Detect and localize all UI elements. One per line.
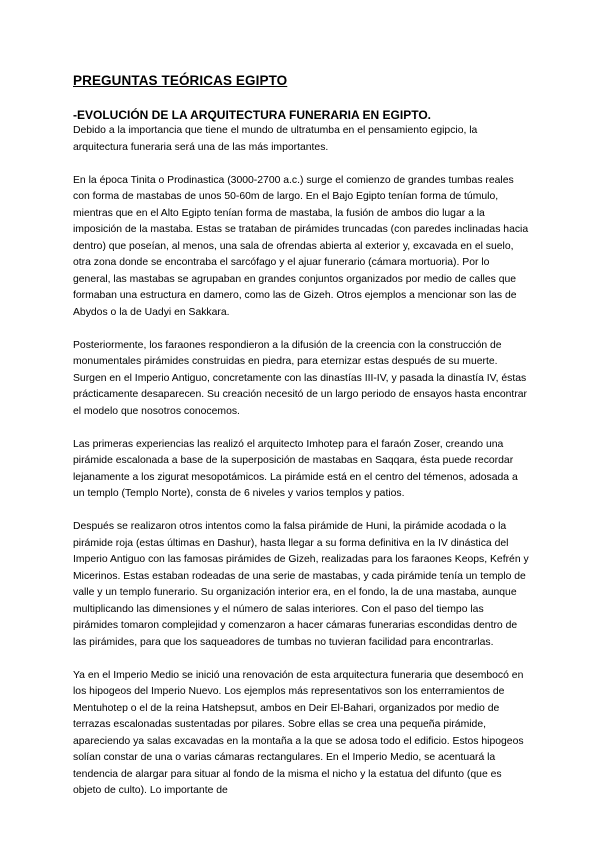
- document-page: [73, 72, 529, 816]
- section-heading: -EVOLUCIÓN DE LA ARQUITECTURA FUNERARIA EN EGIPTO.: [73, 108, 432, 122]
- paragraph-tinita-mastabas: En la época Tinita o Prodinastica (3000-2700 a.c.) surge el comienzo de grandes tumbas reales con forma de mastabas de unos 50-60m de largo. En el Bajo Egipto tenían forma de túmulo, mientras que en el Alto Egipto tenían forma de mastaba, la fusión de ambos dio lugar a la imposición de la mastaba. Estas se trataban de pirámides truncadas (con paredes inclinadas hacia dentro) que poseían, al menos, una sala de ofrendas abierta al exterior y, excavada en el suelo, otra zona donde se encontraba el sarcófago y el ajuar funerario (cámara mortuoria). Por lo general, las mastabas se agrupaban en grandes conjuntos organizados por medio de calles que formaban una estructura en damero, como las de Gizeh. Otros ejemplos a mencionar son las de Abydos o la de Uadyi en Sakkara.: [73, 174, 529, 318]
- paragraph-gizeh-pyramids: Después se realizaron otros intentos como la falsa pirámide de Huni, la pirámide acodada o la pirámide roja (estas últimas en Dashur), hasta llegar a su forma definitiva en la IV dinástica del Imperio Antiguo con las famosas pirámides de Gizeh, realizadas para los faraones Keops, Kefrén y Micerinos. Estas estaban rodeadas de una serie de mastabas, y cada pirámide tenía un templo de valle y un templo funerario. Su organización interior era, en el fondo, la de una mastaba, aunque multiplicando las dimensiones y el número de salas interiores. Con el paso del tiempo las pirámides tomaron complejidad y comenzaron a hacer cámaras funerarias escondidas dentro de las pirámides, para que los saqueadores de tumbas no tuvieran facilidad para encontrarlas.: [73, 521, 529, 648]
- paragraph-hypogeum: Ya en el Imperio Medio se inició una renovación de esta arquitectura funeraria que desembocó en los hipogeos del Imperio Nuevo. Los ejemplos más representativos son los enterramientos de Mentuhotep o el de la reina Hatshepsut, ambos en Deir El-Bahari, organizados por medio de terrazas escalonadas sustentadas por pilares. Sobre ellas se crea una pequeña pirámide, apareciendo ya salas excavadas en la montaña a la que se adosa todo el edificio. Estos hipogeos solían constar de una o varias cámaras rectangulares. En el Imperio Medio, se acentuará la tendencia de alargar para situar al fondo de la misma el nicho y la estatua del difunto (que es objeto de culto). Lo importante de: [73, 669, 524, 796]
- document-title: PREGUNTAS TEÓRICAS EGIPTO: [73, 73, 288, 88]
- paragraph-intro: Debido a la importancia que tiene el mundo de ultratumba en el pensamiento egipcio, la arquitectura funeraria será una de las más importantes.: [73, 125, 478, 153]
- paragraph-imhotep-zoser: Las primeras experiencias las realizó el arquitecto Imhotep para el faraón Zoser, creando una pirámide escalonada a base de la superposición de mastabas en Saqqara, ésta puede recordar lejanamente a los zigurat mesopotámicos. La pirámide está en el centro del témenos, adosada a un templo (Templo Norte), consta de 6 niveles y varios templos y patios.: [73, 438, 518, 499]
- paragraph-pyramids-origin: Posteriormente, los faraones respondieron a la difusión de la creencia con la construcción de monumentales pirámides construidas en piedra, para eternizar estas después de su muerte. Surgen en el Imperio Antiguo, concretamente con las dinastías III-IV, y pasada la dinastía IV, éstas prácticamente desaparecen. Su creación necesitó de un largo periodo de ensayos hasta encontrar el modelo que nosotros conocemos.: [73, 339, 528, 417]
